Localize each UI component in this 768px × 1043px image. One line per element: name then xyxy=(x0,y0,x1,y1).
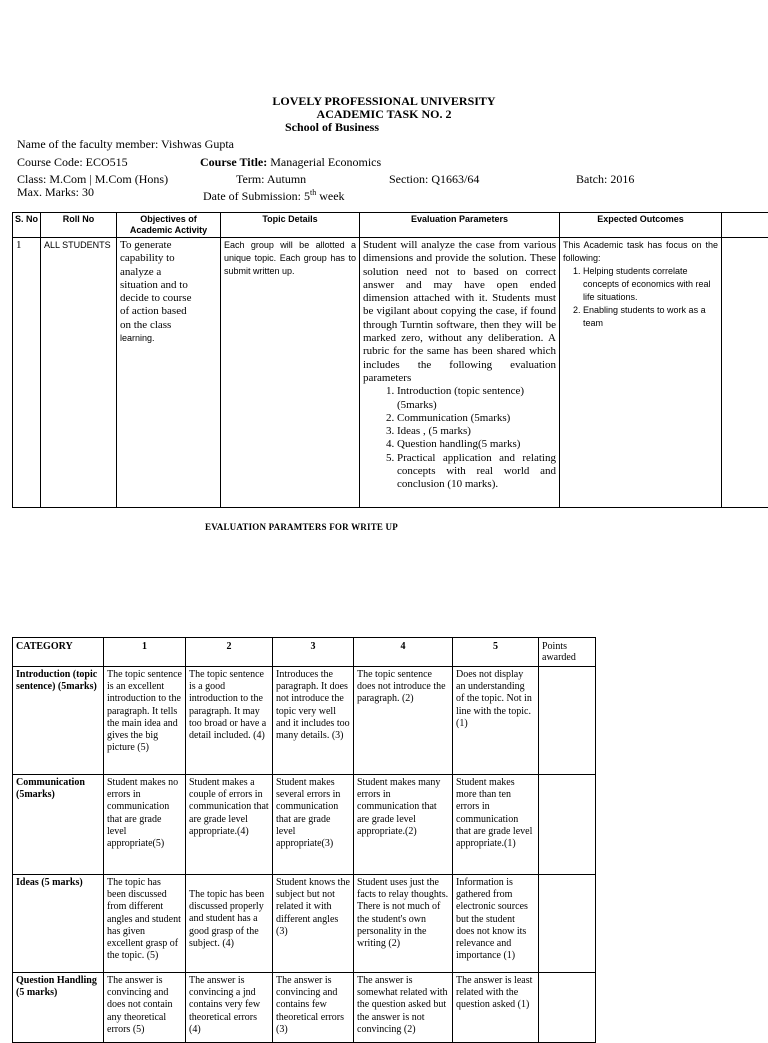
header-roll: Roll No xyxy=(41,213,117,238)
rubric-cell: The topic has been discussed from different angles and student has given excellent grasp of the topic. (5) xyxy=(104,875,186,973)
rubric-cell: Information is gathered from electronic sources but the student does not know its relevance and importance (1) xyxy=(453,875,539,973)
class-info: Class: M.Com | M.Com (Hons) xyxy=(17,173,168,186)
course-title-value: Managerial Economics xyxy=(267,155,381,169)
rubric-header xyxy=(13,638,596,667)
outcomes-list xyxy=(563,265,718,330)
rubric-cell: Student makes several errors in communication that are grade level appropriate(3) xyxy=(273,775,354,875)
batch-info: Batch: 2016 xyxy=(576,173,634,186)
rubric-title: EVALUATION PARAMTERS FOR WRITE UP xyxy=(205,522,398,532)
term-info: Term: Autumn xyxy=(236,173,306,186)
cell-sno: 1 xyxy=(13,238,41,508)
submission-sup: th xyxy=(310,188,316,197)
rubric-row-communication xyxy=(13,775,596,875)
task-table xyxy=(12,212,768,508)
cell-extra xyxy=(722,238,768,508)
rubric-header-score: 2 xyxy=(186,638,273,667)
rubric-cell: The topic sentence is an excellent introduction to the paragraph. It tells the main idea and gives the big picture (5) xyxy=(104,667,186,775)
submission-date xyxy=(203,186,345,203)
rubric-points xyxy=(539,775,596,875)
rubric-row-question-handling xyxy=(13,973,596,1043)
rubric-cell: Student knows the subject but not related it with different angles (3) xyxy=(273,875,354,973)
header-extra xyxy=(722,213,768,238)
faculty-name: Name of the faculty member: Vishwas Gupta xyxy=(17,138,234,151)
outcomes-intro: This Academic task has focus on the following: xyxy=(563,239,718,265)
task-title: ACADEMIC TASK NO. 2 xyxy=(0,108,768,121)
task-table-header xyxy=(13,213,768,238)
rubric-table xyxy=(12,637,596,1043)
evaluation-item: 4. Question handling(5 marks) xyxy=(397,438,556,451)
evaluation-item: 1. Introduction (topic sentence)(5marks) xyxy=(397,385,556,412)
header-sno: S. No xyxy=(13,213,41,238)
rubric-points xyxy=(539,973,596,1043)
rubric-cell: Student makes many errors in communication that are grade level appropriate.(2) xyxy=(354,775,453,875)
rubric-row-introduction xyxy=(13,667,596,775)
header-topic: Topic Details xyxy=(221,213,360,238)
rubric-points xyxy=(539,875,596,973)
rubric-header-category: CATEGORY xyxy=(13,638,104,667)
rubric-header-score: 1 xyxy=(104,638,186,667)
cell-topic: Each group will be allotted a unique topic. Each group has to submit written up. xyxy=(221,238,360,508)
rubric-cell: The answer is convincing and does not contain any theoretical errors (5) xyxy=(104,973,186,1043)
objectives-text: To generate capability to analyze a situation and to decide to course of action based on the class xyxy=(120,239,200,332)
evaluation-item: 2. Communication (5marks) xyxy=(397,412,556,425)
rubric-cell xyxy=(186,875,273,973)
course-title xyxy=(200,156,381,169)
rubric-category: Communication (5marks) xyxy=(13,775,104,875)
rubric-category: Ideas (5 marks) xyxy=(13,875,104,973)
course-title-label: Course Title: xyxy=(200,155,267,169)
rubric-header-score: 5 xyxy=(453,638,539,667)
rubric-cell: Student makes more than ten errors in communication that are grade level appropriate.(1) xyxy=(453,775,539,875)
cell-objectives xyxy=(117,238,221,508)
evaluation-intro: Student will analyze the case from various dimensions and provide the solution. These solution need not to based on correct answer and may have open ended dimension attached with it. Students must be vigilant about copying the case, if found through Turntin software, then they will be marked zero, without any deliberation. A rubric for the same has been shared which includes the following evaluation parameters xyxy=(363,239,556,385)
university-name: LOVELY PROFESSIONAL UNIVERSITY xyxy=(0,95,768,108)
rubric-cell: The answer is somewhat related with the question asked but the answer is not convincing (2) xyxy=(354,973,453,1043)
rubric-cell: Introduces the paragraph. It does not introduce the topic very well and it includes too many details. (3) xyxy=(273,667,354,775)
rubric-cell: The topic sentence is a good introduction to the paragraph. It may too broad or have a detail included. (4) xyxy=(186,667,273,775)
section-info: Section: Q1663/64 xyxy=(389,173,479,186)
rubric-header-points: Points awarded xyxy=(539,638,596,667)
rubric-cell-text: The topic has been discussed properly and student has a good grasp of the subject. (4) xyxy=(189,889,264,949)
cell-roll: ALL STUDENTS xyxy=(41,238,117,508)
header-outcomes: Expected Outcomes xyxy=(560,213,722,238)
rubric-cell: Student uses just the facts to relay thoughts. There is not much of the student's own personality in the writing (2) xyxy=(354,875,453,973)
rubric-header-score: 4 xyxy=(354,638,453,667)
rubric-header-score: 3 xyxy=(273,638,354,667)
objectives-text-end: learning. xyxy=(120,332,217,345)
school-name: School of Business xyxy=(0,121,716,134)
header-objectives: Objectives of Academic Activity xyxy=(117,213,221,238)
rubric-cell: The answer is convincing a jnd contains very few theoretical errors (4) xyxy=(186,973,273,1043)
rubric-cell: Does not display an understanding of the topic. Not in line with the topic. (1) xyxy=(453,667,539,775)
outcome-item: 2. Enabling students to work as a team xyxy=(583,304,718,330)
course-code: Course Code: ECO515 xyxy=(17,156,128,169)
cell-evaluation xyxy=(360,238,560,508)
header-evaluation: Evaluation Parameters xyxy=(360,213,560,238)
max-marks: Max. Marks: 30 xyxy=(17,186,94,199)
cell-outcomes xyxy=(560,238,722,508)
rubric-cell: The answer is convincing and contains few theoretical errors (3) xyxy=(273,973,354,1043)
rubric-cell: Student makes a couple of errors in communication that are grade level appropriate.(4) xyxy=(186,775,273,875)
submission-suffix: week xyxy=(316,189,344,203)
task-table-row xyxy=(13,238,768,508)
rubric-cell: The answer is least related with the question asked (1) xyxy=(453,973,539,1043)
submission-prefix: Date of Submission: 5 xyxy=(203,189,310,203)
rubric-category: Introduction (topic sentence) (5marks) xyxy=(13,667,104,775)
rubric-cell: The topic sentence does not introduce the paragraph. (2) xyxy=(354,667,453,775)
rubric-category: Question Handling (5 marks) xyxy=(13,973,104,1043)
evaluation-item: 3. Ideas , (5 marks) xyxy=(397,425,556,438)
evaluation-item: 5. Practical application and relating concepts with real world and conclusion (10 marks). xyxy=(397,452,556,492)
evaluation-list xyxy=(363,385,556,491)
rubric-points xyxy=(539,667,596,775)
outcome-item: 1. Helping students correlate concepts of economics with real life situations. xyxy=(583,265,718,304)
rubric-row-ideas xyxy=(13,875,596,973)
rubric-cell: Student makes no errors in communication that are grade level appropriate(5) xyxy=(104,775,186,875)
